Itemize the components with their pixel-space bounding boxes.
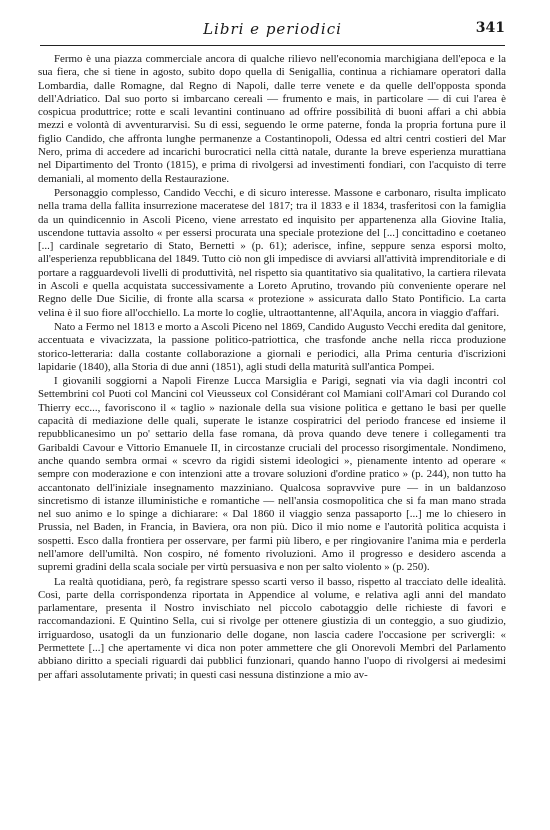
page-number: 341	[475, 20, 505, 36]
paragraph: Nato a Fermo nel 1813 e morto a Ascoli Piceno nel 1869, Candido Augusto Vecchi eredita dal genitore, accentuata e vivacizzata, la passione politico-patriottica, che trasfonde anche nella ricca produzione storico-letteraria: dalla costante collaborazione a giornali e periodici, alla Prima centuria d'iscrizioni lapidarie (1840), alla Storia di due anni (1851), agli studi della maturità sull'antica Pompei.	[38, 320, 506, 373]
paragraph: Fermo è una piazza commerciale ancora di qualche rilievo nell'economia marchigiana dell'epoca e la sua fiera, che si tiene in agosto, subito dopo quella di Senigallia, continua a richiamare operatori dalla Lombardia, dalle Romagne, dal Regno di Napoli, dalle terre venete e da quelle dell'opposta sponda dell'Adriatico. Dal suo porto si imbarcano cereali — frumento e mais, in particolare — di cui l'area è cospicua produttrice; rotte e scali levantini continuano ad offrire possibilità di buoni affari a chi abbia mezzi e volontà di avventurarvisi. Su di essi, seguendo le orme paterne, fonda la propria fortuna pure il figlio Candido, che affronta lunghe permanenze a Costantinopoli, Odessa ed altri centri costieri del Mar Nero, prima di accedere ad incarichi burocratici nella città natale, durante la breve esperienza murattiana nel Dipartimento del Tronto (1815), e prima di rivolgersi ad investimenti fondiari, con l'acquisto di terre demaniali, al momento della Restaurazione.	[38, 53, 506, 185]
header-rule	[40, 45, 505, 46]
running-title: Libri e periodici	[203, 20, 342, 38]
paragraph: La realtà quotidiana, però, fa registrare spesso scarti verso il basso, rispetto al tracciato delle idealità. Così, parte della corrispondenza riportata in Appendice al volume, e relativa agli anni del mandato parlamentare, presenta il Nostro invischiato nel piccolo cabotaggio delle richieste di favori e raccomandazioni. E Quintino Sella, cui si rivolge per ottenere giustizia di un conteggio, a suo giudizio, irriguardoso, usatogli da un funzionario delle dogane, non lascia cadere l'occasione per scrivergli: « Permettete [...] che apertamente vi dica non poter ammettere che gli Onorevoli Membri del Parlamento abbiano diritto a speciali riguardi dai pubblici funzionari, quando hanno l'uopo di rivolgersi ai medesimi per affari assolutamente privati; in questi casi nessuna distinzione a mio av-	[38, 575, 506, 681]
running-header	[40, 20, 505, 42]
paragraph: Personaggio complesso, Candido Vecchi, e di sicuro interesse. Massone e carbonaro, risulta implicato nella trama della fallita insurrezione maceratese del 1817; tra il 1833 e il 1834, trasferitosi con la famiglia da un quindicennio in Ascoli Piceno, viene arrestato ed inquisito per appartenenza alla Giovine Italia, uscendone tuttavia assolto « per essersi procurata una speciale protezione del [...] concittadino e coetaneo [...] cardinale segretario di Stato, Bernetti » (p. 61); aderisce, infine, seppure senza esporsi molto, all'esperienza repubblicana del 1849. Tutto ciò non gli impedisce di avviarsi all'attività imprenditoriale e di portare a ragguardevoli livelli di produttività, nel rispetto sia quantitativo sia qualitativo, la cartiera rilevata in Ascoli e quella acquistata successivamente a Loreto Aprutino, trovando più conveniente operare nel Regno delle Due Sicilie, di fronte alla scarsa « protezione » assicurata dallo Stato Pontificio. La carta velina è il suo fiore all'occhiello. La morte lo coglie, ultraottantenne, all'Aquila, ancora in viaggio d'affari.	[38, 186, 506, 319]
body-text	[38, 53, 506, 823]
paragraph: I giovanili soggiorni a Napoli Firenze Lucca Marsiglia e Parigi, segnati via via dagli incontri col Settembrini col Puoti col Mancini col Vieusseux col Considérant col Mamiani coll'Amari col Durando col Thierry ecc..., favoriscono il « taglio » nazionale della sua visione politica e gettano le basi per quelle capacità di mediazione delle quali, superate le istanze cospiratrici del periodo francese ed insieme il repubblicanesimo un po' settario della fase romana, dà prova quando deve tenere i collegamenti tra Garibaldi Cavour e Vittorio Emanuele II, in circostanze cruciali del processo risorgimentale. Nondimeno, anche quando sembra ormai « scevro da rigidi sistemi ideologici », pienamente intento ad operare « sempre con moderazione e con intenzioni atte a trovare soluzioni d'ordine pratico » (p. 244), non tutto ha accantonato dell'iniziale insegnamento mazziniano. Qualcosa sopravvive pure — in un baldanzoso sincretismo di istanze illuministiche e romantiche — nell'ansia cosmopolitica che si fa man mano strada nel suo animo e lo spinge a dichiarare: « Dal 1860 il viaggio senza passaporto [...] me lo chiesero in Prussia, nel Baden, in Francia, in Baviera, ora non più. Dico il mio nome e l'autorità politica acquista i sospetti. Esco dalla frontiera per osservare, per farmi più libero, e per ringiovanire l'anima mia e perderla nell'amore dell'umiltà. Non cospiro, né fomento rivoluzioni. Amo il progresso e desidero ascenda a supremi gradini della scala sociale per virtù persuasiva e non per salto violento » (p. 250).	[38, 375, 506, 574]
